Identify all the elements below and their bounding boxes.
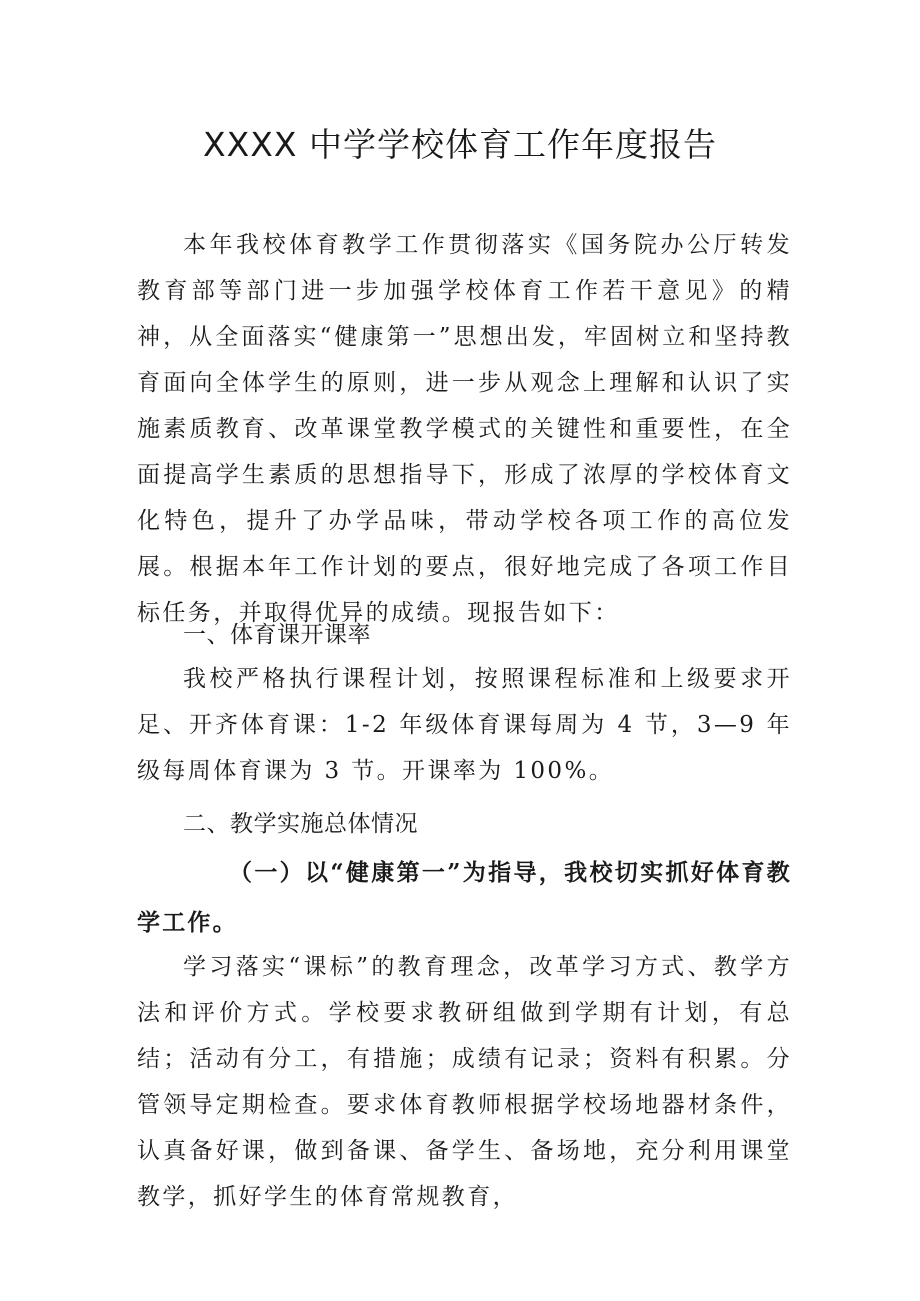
section-heading-teaching-overview: 二、教学实施总体情况 xyxy=(183,811,418,837)
section-heading-class-rate: 一、体育课开课率 xyxy=(183,622,371,648)
health-first-paragraph: 学习落实“课标”的教育理念，改革学习方式、教学方法和评价方式。学校要求教研组做到学期有计划，有总结；活动有分工，有措施；成绩有记录；资料有积累。分管领导定期检查。要求体育教师根据学校场地器材条件，认真备好课，做到备课、备学生、备场地，充分利用课堂教学，抓好学生的体育常规教育， xyxy=(137,954,792,1210)
intro-paragraph: 本年我校体育教学工作贯彻落实《国务院办公厅转发教育部等部门进一步加强学校体育工作若干意见》的精神，从全面落实“健康第一”思想出发，牢固树立和坚持教育面向全体学生的原则，进一步从观念上理解和认识了实施素质教育、改革课堂教学模式的关键性和重要性，在全面提高学生素质的思想指导下，形成了浓厚的学校体育文化特色，提升了办学品味，带动学校各项工作的高位发展。根据本年工作计划的要点，很好地完成了各项工作目标任务，并取得优异的成绩。现报告如下： xyxy=(137,232,792,626)
class-rate-paragraph: 我校严格执行课程计划，按照课程标准和上级要求开足、开齐体育课：1-2 年级体育课每周为 4 节，3—9 年级每周体育课为 3 节。开课率为 100%。 xyxy=(137,666,792,784)
subsection-heading-health-first: （一）以“健康第一”为指导，我校切实抓好体育教学工作。 xyxy=(137,859,792,936)
document-title: XXXX 中学学校体育工作年度报告 xyxy=(203,125,717,164)
